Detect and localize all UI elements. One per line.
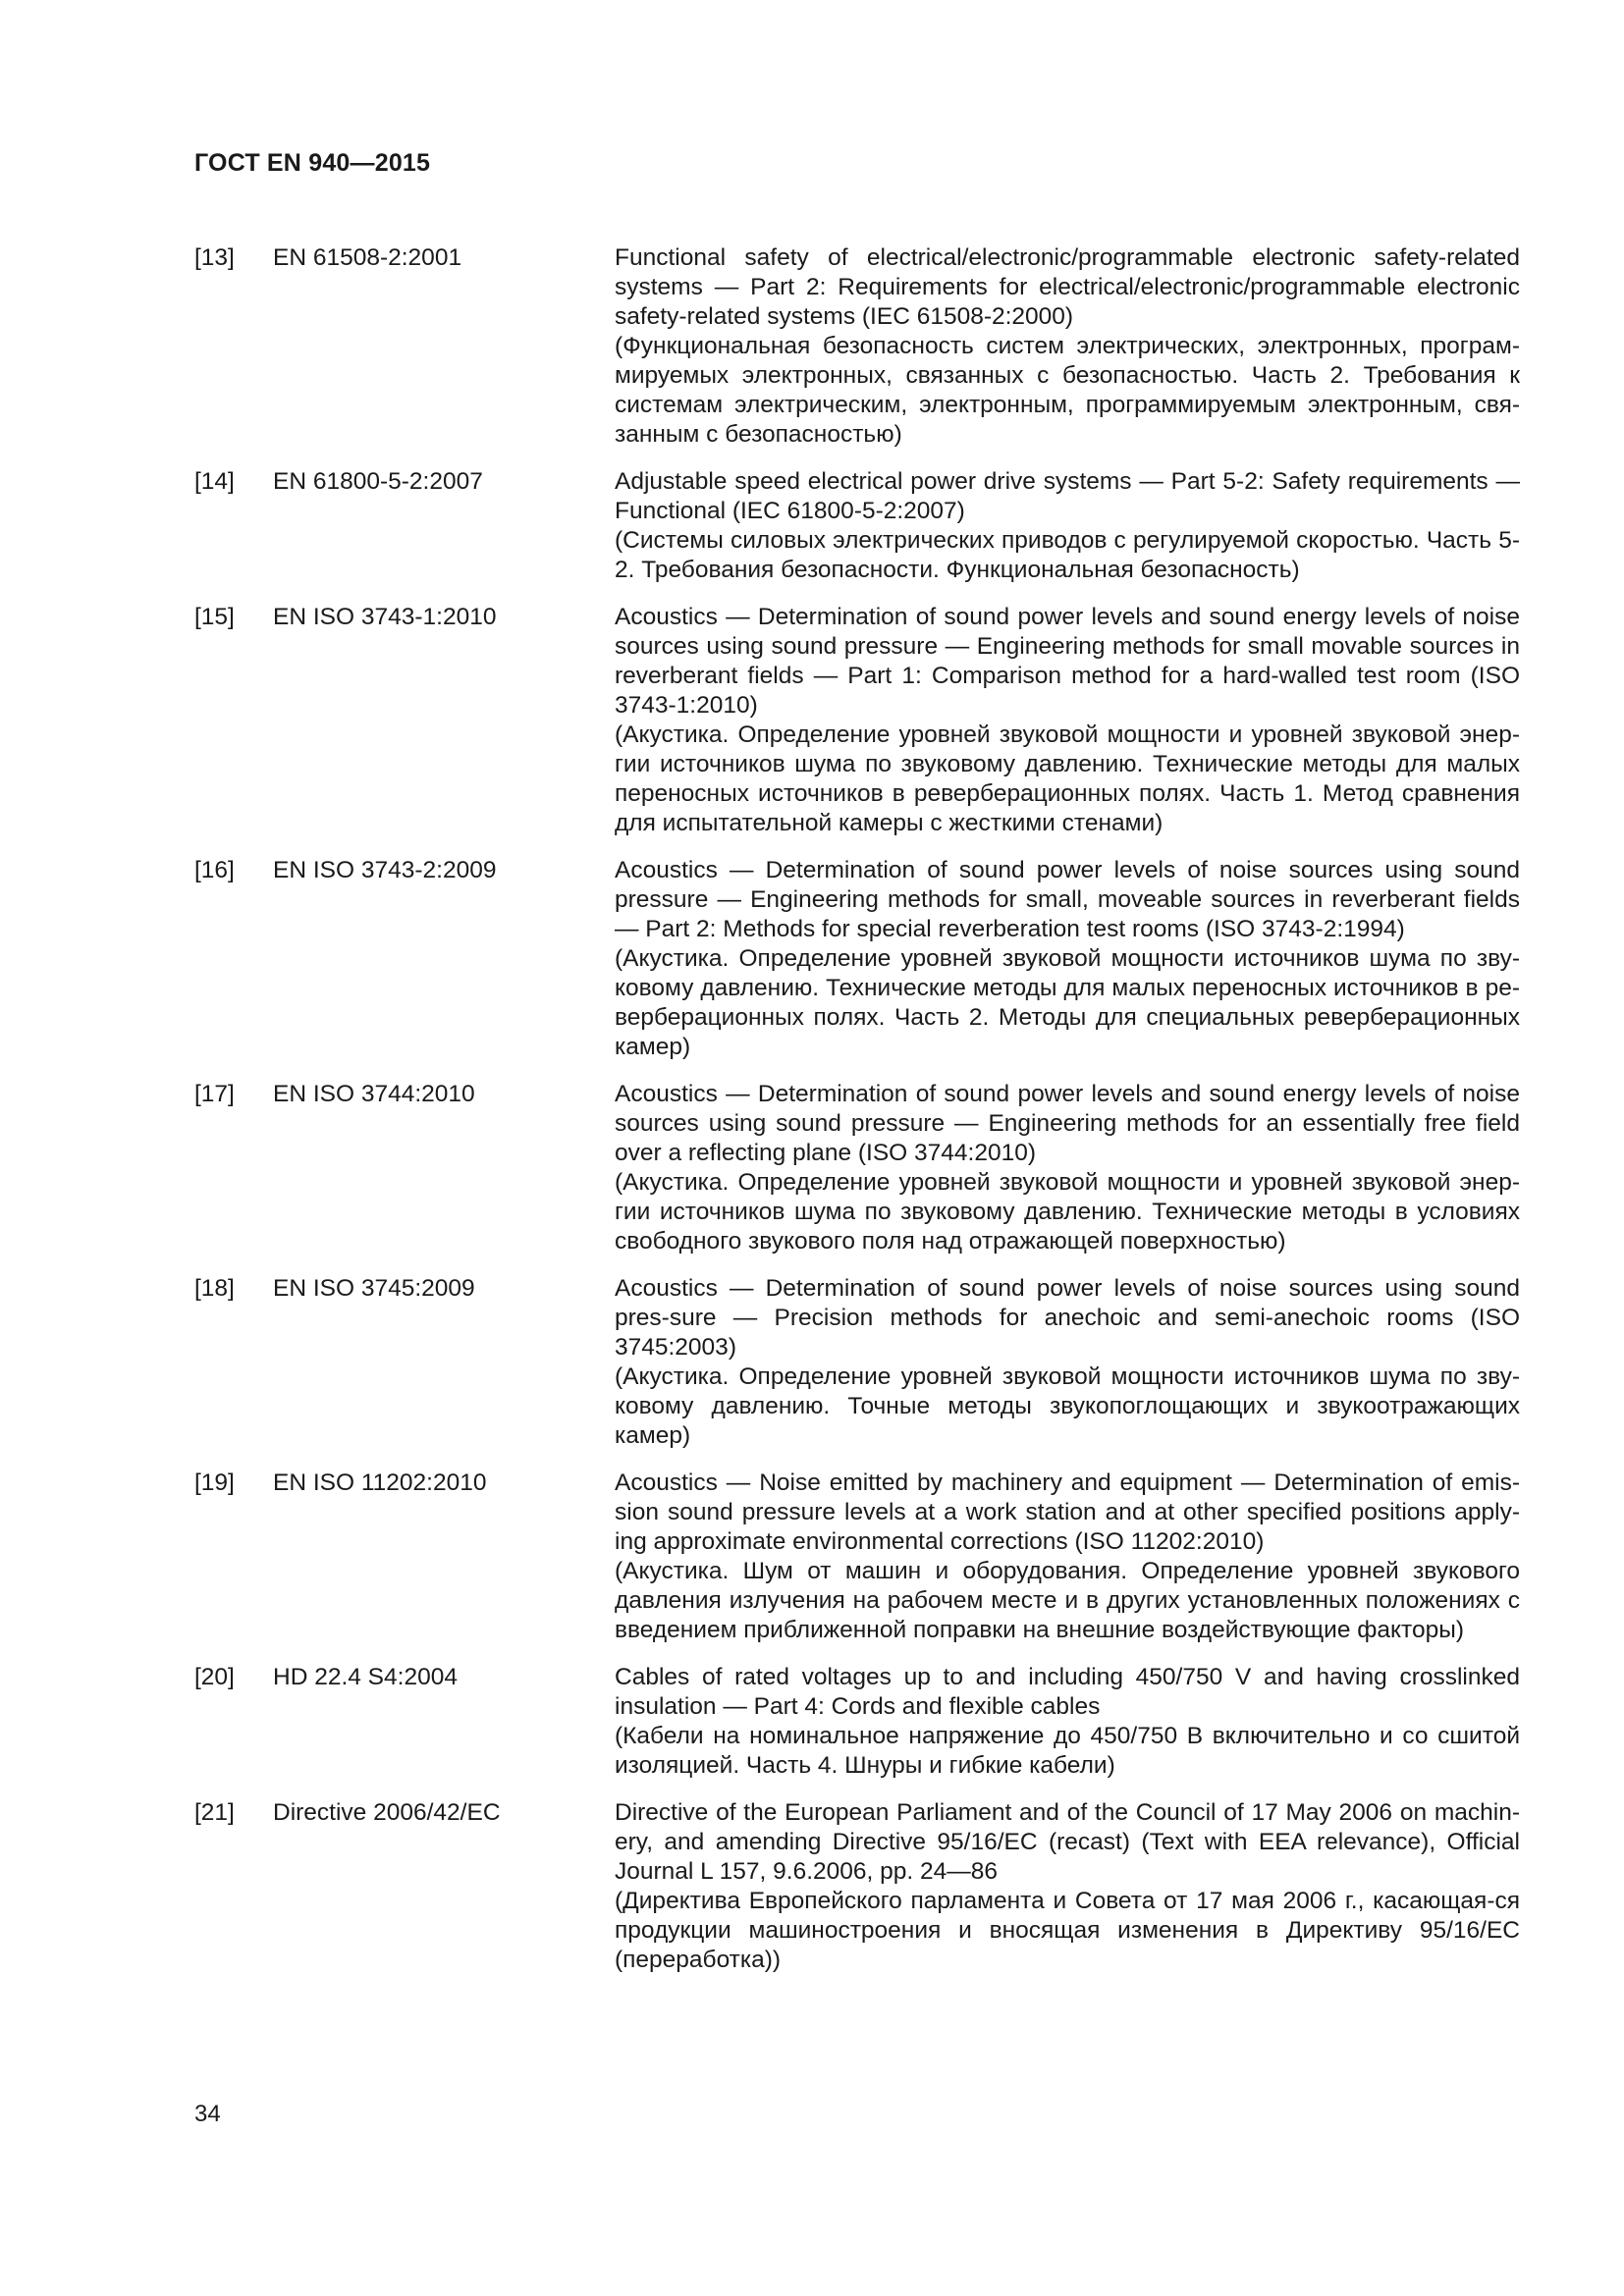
reference-title-en: Adjustable speed electrical power drive systems — Part 5-2: Safety requirements — Functional (IEC 61800-5-2:2007) (615, 468, 1520, 524)
reference-code: EN 61800-5-2:2007 (273, 468, 483, 495)
reference-title-en: Acoustics — Determination of sound power levels and sound energy levels of noise sources using sound pressure — Engineering methods for small movable sources in reverberant fields — Part 1: Comparison method for a hard-walled test room (ISO 3743-1:2010) (615, 604, 1520, 719)
reference-number: [18] (194, 1275, 235, 1302)
reference-title-ru: (Функциональная безопасность систем электрических, электронных, програм-мируемых электронных, связанных с безопасностью. Часть 2. Требования к системам электрическим, электронным, программируемым электронным, свя-занным с безопасностью) (615, 333, 1520, 448)
reference-number: [16] (194, 857, 235, 883)
reference-item-20 (194, 1663, 1520, 1781)
reference-code: EN ISO 3743-1:2010 (273, 604, 497, 630)
reference-title-ru: (Акустика. Определение уровней звуковой мощности и уровней звуковой энер-гии источников шума по звуковому давлению. Технические методы в условиях свободного звукового поля над отражающей поверхностью) (615, 1169, 1520, 1255)
reference-description (615, 1663, 1520, 1781)
reference-number: [21] (194, 1799, 235, 1826)
reference-item-13 (194, 243, 1520, 450)
reference-code: HD 22.4 S4:2004 (273, 1664, 458, 1690)
reference-list (194, 243, 1520, 1993)
reference-number: [14] (194, 468, 235, 495)
reference-number: [13] (194, 244, 235, 271)
reference-description (615, 856, 1520, 1062)
reference-number: [20] (194, 1664, 235, 1690)
reference-item-21 (194, 1798, 1520, 1975)
page-number: 34 (194, 2101, 221, 2127)
reference-description (615, 243, 1520, 450)
reference-description (615, 1468, 1520, 1645)
reference-code: EN ISO 11202:2010 (273, 1469, 487, 1496)
reference-title-ru: (Директива Европейского парламента и Совета от 17 мая 2006 г., касающая-ся продукции машиностроения и вносящая изменения в Директиву 95/16/EC (переработка)) (615, 1888, 1520, 1973)
reference-code: Directive 2006/42/EC (273, 1799, 501, 1826)
reference-description (615, 467, 1520, 585)
reference-description (615, 1080, 1520, 1256)
reference-code: EN ISO 3745:2009 (273, 1275, 475, 1302)
reference-title-ru: (Акустика. Определение уровней звуковой мощности и уровней звуковой энер-гии источников шума по звуковому давлению. Технические методы для малых переносных источников в реверберационных полях. Часть 1. Метод сравнения для испытательной камеры с жесткими стенами) (615, 721, 1520, 836)
page-header: ГОСТ EN 940—2015 (194, 149, 431, 177)
reference-item-15 (194, 603, 1520, 838)
reference-title-ru: (Акустика. Определение уровней звуковой мощности источников шума по зву-ковому давлению. Технические методы для малых переносных источников в ре-верберационных полях. Часть 2. Методы для специальных реверберационных камер) (615, 945, 1520, 1060)
reference-item-14 (194, 467, 1520, 585)
reference-title-en: Acoustics — Determination of sound power levels of noise sources using sound pressure — Engineering methods for small, moveable sources in reverberant fields — Part 2: Methods for special reverberation test rooms (ISO 3743-2:1994) (615, 857, 1520, 942)
reference-title-en: Cables of rated voltages up to and including 450/750 V and having crosslinked insulation — Part 4: Cords and flexible cables (615, 1664, 1520, 1720)
reference-item-19 (194, 1468, 1520, 1645)
reference-item-16 (194, 856, 1520, 1062)
reference-title-en: Functional safety of electrical/electronic/programmable electronic safety-related systems — Part 2: Requirements for electrical/electronic/programmable electronic safety-related systems (IEC 61508-2:2000) (615, 244, 1520, 330)
reference-title-ru: (Акустика. Шум от машин и оборудования. Определение уровней звукового давления излучения на рабочем месте и в других установленных положениях с введением приближенной поправки на внешние воздействующие факторы) (615, 1558, 1520, 1643)
reference-title-en: Acoustics — Determination of sound power levels of noise sources using sound pres-sure — Precision methods for anechoic and semi-anechoic rooms (ISO 3745:2003) (615, 1275, 1520, 1361)
reference-code: EN 61508-2:2001 (273, 244, 462, 271)
reference-title-ru: (Кабели на номинальное напряжение до 450/750 В включительно и со сшитой изоляцией. Часть 4. Шнуры и гибкие кабели) (615, 1723, 1520, 1779)
reference-description (615, 1274, 1520, 1451)
reference-title-ru: (Акустика. Определение уровней звуковой мощности источников шума по зву-ковому давлению. Точные методы звукопоглощающих и звукоотражающих камер) (615, 1363, 1520, 1449)
reference-title-en: Acoustics — Determination of sound power levels and sound energy levels of noise sources using sound pressure — Engineering methods for an essentially free field over a reflecting plane (ISO 3744:2010) (615, 1081, 1520, 1166)
reference-description (615, 603, 1520, 838)
reference-description (615, 1798, 1520, 1975)
reference-number: [15] (194, 604, 235, 630)
reference-item-17 (194, 1080, 1520, 1256)
reference-number: [17] (194, 1081, 235, 1107)
reference-item-18 (194, 1274, 1520, 1451)
reference-title-en: Acoustics — Noise emitted by machinery and equipment — Determination of emis-sion sound pressure levels at a work station and at other specified positions apply-ing approximate environmental corrections (ISO 11202:2010) (615, 1469, 1520, 1555)
reference-number: [19] (194, 1469, 235, 1496)
reference-title-ru: (Системы силовых электрических приводов с регулируемой скоростью. Часть 5-2. Требования безопасности. Функциональная безопасность) (615, 527, 1520, 583)
reference-code: EN ISO 3744:2010 (273, 1081, 475, 1107)
reference-title-en: Directive of the European Parliament and of the Council of 17 May 2006 on machin-ery, and amending Directive 95/16/EC (recast) (Text with EEA relevance), Official Journal L 157, 9.6.2006, pp. 24—86 (615, 1799, 1520, 1885)
reference-code: EN ISO 3743-2:2009 (273, 857, 497, 883)
